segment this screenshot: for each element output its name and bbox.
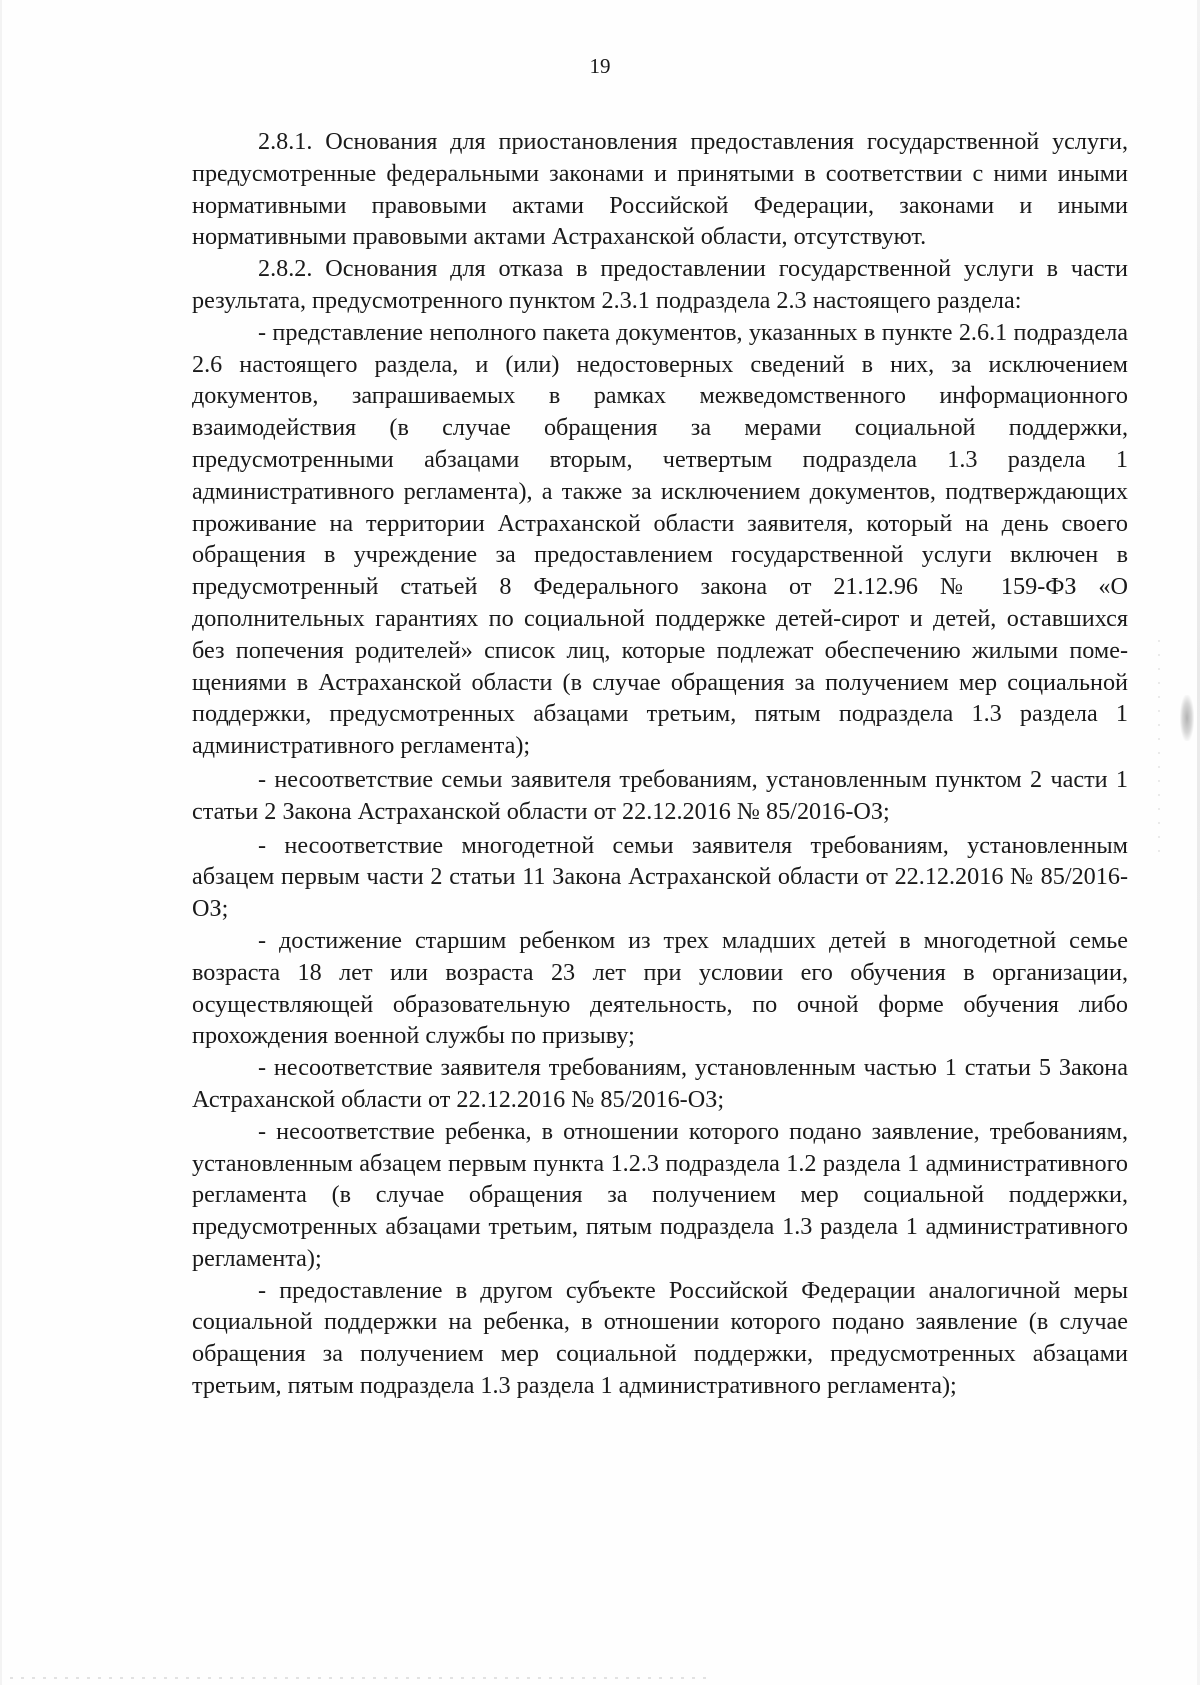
list-item-applicant-mismatch: - несоответствие заявителя требованиям, установленным частью 1 статьи 5 Закона Астраханской области от 22.12.2016 № 85/2016-ОЗ;: [192, 1054, 1128, 1113]
list-item-eldest-child-age: - достижение старшим ребенком из трех младших детей в многодетной семье возраста 18 лет или возраста 23 лет при условии его обучения в организации, осуществляющей образовательную деятельность, по очной форме обучения либо прохождения военной службы по призыву;: [192, 926, 1128, 1050]
list-item-family-mismatch: - несоответствие семьи заявителя требованиям, установленным пунктом 2 части 1 статьи 2 Закона Астраханской области от 22.12.2016 № 85/2016-ОЗ;: [192, 765, 1128, 825]
scan-edge-left: [0, 0, 2, 1685]
scan-dots-bottom: [10, 1677, 710, 1679]
scan-dots-right: [1158, 640, 1160, 860]
list-item-child-mismatch: - несоответствие ребенка, в отношении которого подано заявление, требованиям, установленным абзацем первым пункта 1.2.3 подраздела 1.2 раздела 1 административного регламента (в случае обращения за получением мер социальной поддержки, предусмотренных абзацами третьим, пятым подраздела 1.3 раздела 1 административного регламента);: [192, 1117, 1128, 1272]
document-body: [192, 126, 1128, 1402]
page-number: 19: [589, 54, 611, 78]
list-item-large-family-mismatch: - несоответствие многодетной семьи заявителя требованиям, установленным абзацем первым части 2 статьи 11 Закона Астраханской области от 22.12.2016 № 85/2016-ОЗ;: [192, 831, 1128, 923]
paragraph-2-8-1: 2.8.1. Основания для приостановления предоставления государственной услуги, предусмотренные федеральными законами и принятыми в соответствии с ними иными нормативными правовыми актами Российской Федерации, законами и иными нормативными правовыми актами Астраханской области, отсутствуют.: [192, 128, 1128, 251]
list-item-other-region-support: - предоставление в другом субъекте Российской Федерации аналогичной меры социальной поддержки на ребенка, в отношении которого подано заявление (в случае обращения за получением мер социальной поддержки, предусмотренных абзацами третьим, пятым подраздела 1.3 раздела 1 административного регламента);: [192, 1276, 1128, 1400]
list-item-incomplete-documents: - представление неполного пакета документов, указанных в пункте 2.6.1 подраздела 2.6 настоящего раздела, и (или) недостоверных сведений в них, за исключением документов, запрашиваемых в рамках межведомственного информационного взаимодействия (в случае обращения за мерами социальной поддержки, предусмотренными абзацами вторым, четвертым подраздела 1.3 раздела 1 административного регламента), а также за исключением документов, подтверждающих проживание на территории Астраханской области заявителя, который на день своего обращения в учреждение за предоставлением государственной услуги включен в предусмотренный статьей 8 Федерального закона от 21.12.96 № 159-ФЗ «О дополнительных гарантиях по социальной поддержке детей-сирот и детей, оставшихся без попечения родителей» список лиц, которые подлежат обеспечению жилыми помещениями в Астраханской области (в случае обращения за получением мер социальной поддержки, предусмотренных абзацами третьим, пятым подраздела 1.3 раздела 1 административного регламента);: [192, 318, 1128, 760]
paragraph-2-8-2: 2.8.2. Основания для отказа в предоставлении государственной услуги в части результата, предусмотренного пунктом 2.3.1 подраздела 2.3 настоящего раздела:: [192, 255, 1128, 314]
scan-smudge: [1180, 695, 1194, 741]
